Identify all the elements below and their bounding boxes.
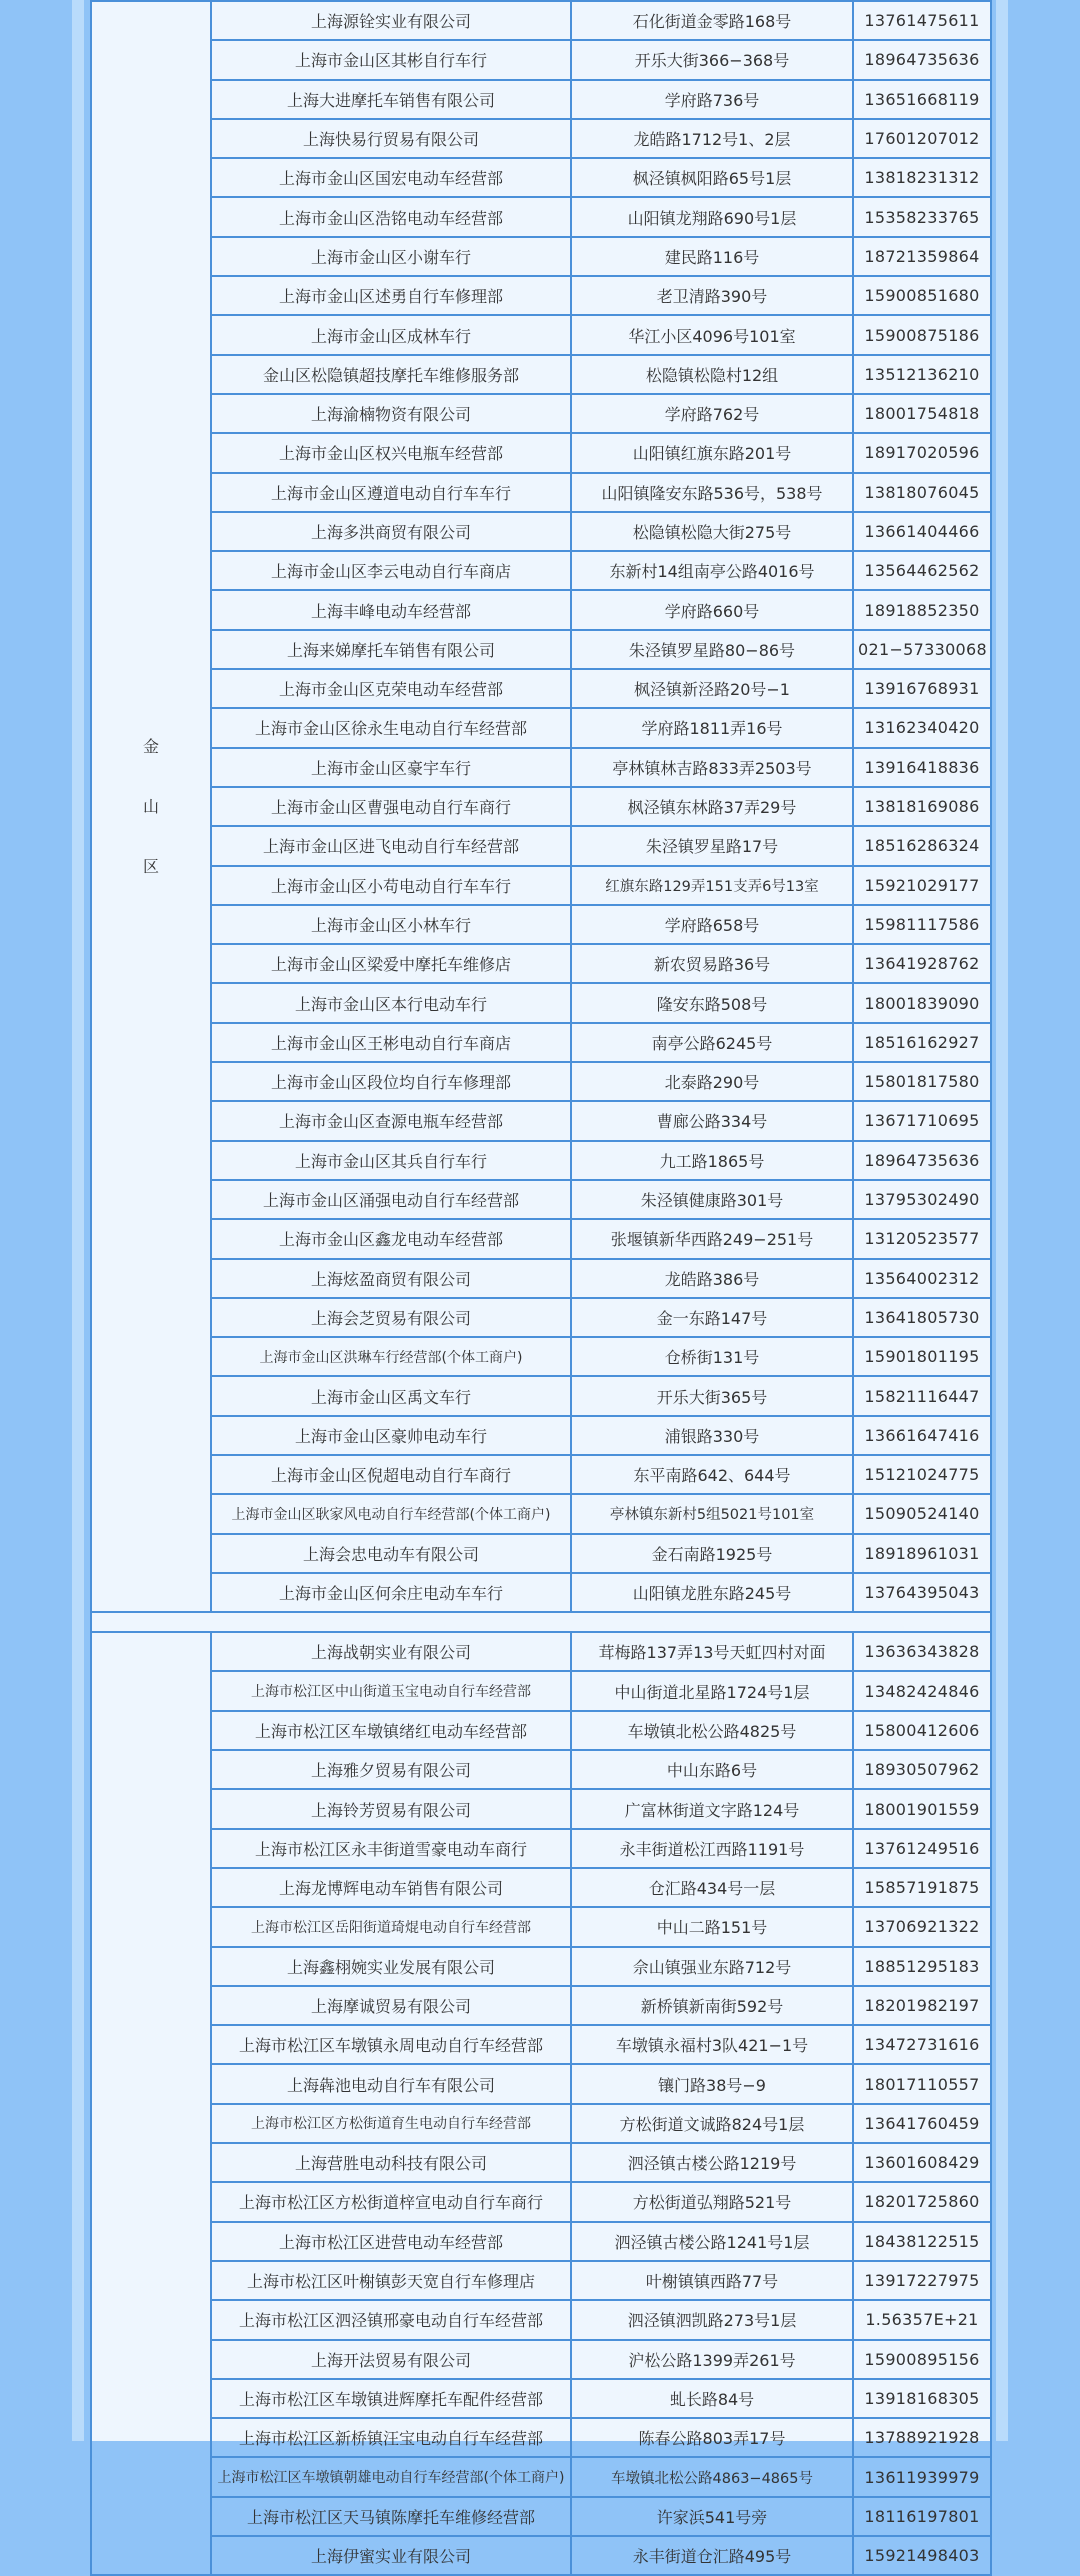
- address-cell: 朱泾镇健康路301号: [571, 1180, 853, 1219]
- phone-cell: 18017110557: [853, 2064, 991, 2103]
- phone-cell: 13671710695: [853, 1101, 991, 1140]
- address-cell: 北泰路290号: [571, 1062, 853, 1101]
- address-cell: 陈春公路803弄17号: [571, 2418, 853, 2457]
- company-name-cell: 上海会忠电动车有限公司: [211, 1534, 571, 1573]
- phone-cell: 18516286324: [853, 826, 991, 865]
- company-name-cell: 上海市金山区李云电动自行车商店: [211, 551, 571, 590]
- phone-cell: 13818076045: [853, 473, 991, 512]
- company-name-cell: 上海市金山区查源电瓶车经营部: [211, 1101, 571, 1140]
- phone-cell: 13917227975: [853, 2261, 991, 2300]
- address-cell: 松隐镇松隐村12组: [571, 355, 853, 394]
- table-row: [91, 551, 991, 590]
- phone-cell: 13641760459: [853, 2104, 991, 2143]
- phone-cell: 13795302490: [853, 1180, 991, 1219]
- phone-cell: 13636343828: [853, 1632, 991, 1671]
- company-name-cell: 上海市金山区倪超电动自行车商行: [211, 1455, 571, 1494]
- address-cell: 松隐镇松隐大街275号: [571, 512, 853, 551]
- company-name-cell: 上海市金山区曹强电动自行车商行: [211, 787, 571, 826]
- phone-cell: 13601608429: [853, 2143, 991, 2182]
- company-name-cell: 上海大进摩托车销售有限公司: [211, 80, 571, 119]
- table-row: [91, 1750, 991, 1789]
- phone-cell: 15358233765: [853, 197, 991, 236]
- company-name-cell: 上海渝楠物资有限公司: [211, 394, 571, 433]
- table-row: [91, 2261, 991, 2300]
- address-cell: 朱泾镇罗星路17号: [571, 826, 853, 865]
- address-cell: 开乐大街366−368号: [571, 40, 853, 79]
- table-row: [91, 1947, 991, 1986]
- table-row: [91, 2064, 991, 2103]
- phone-cell: 18001754818: [853, 394, 991, 433]
- phone-cell: 1.56357E+21: [853, 2300, 991, 2339]
- phone-cell: 13818231312: [853, 158, 991, 197]
- table-row: [91, 826, 991, 865]
- company-name-cell: 上海市金山区段位均自行车修理部: [211, 1062, 571, 1101]
- company-name-cell: 上海丰峰电动车经营部: [211, 590, 571, 629]
- table-row: [91, 1868, 991, 1907]
- company-name-cell: 上海营胜电动科技有限公司: [211, 2143, 571, 2182]
- company-name-cell: 上海市金山区耿家风电动自行车经营部(个体工商户): [211, 1494, 571, 1533]
- company-name-cell: 上海来娣摩托车销售有限公司: [211, 630, 571, 669]
- phone-cell: 18201982197: [853, 1986, 991, 2025]
- address-cell: 开乐大街365号: [571, 1376, 853, 1415]
- table-row: [91, 237, 991, 276]
- phone-cell: 17601207012: [853, 119, 991, 158]
- phone-cell: 18721359864: [853, 237, 991, 276]
- phone-cell: 13764395043: [853, 1573, 991, 1612]
- table-row: [91, 1907, 991, 1946]
- phone-cell: 15900895156: [853, 2340, 991, 2379]
- address-cell: 泗泾镇古楼公路1241号1层: [571, 2222, 853, 2261]
- phone-cell: 15821116447: [853, 1376, 991, 1415]
- company-name-cell: 上海龙博辉电动车销售有限公司: [211, 1868, 571, 1907]
- table-row: [91, 905, 991, 944]
- company-name-cell: 上海市金山区小谢车行: [211, 237, 571, 276]
- phone-cell: 18964735636: [853, 40, 991, 79]
- address-cell: 沪松公路1399弄261号: [571, 2340, 853, 2379]
- table-row: [91, 2418, 991, 2457]
- company-name-cell: 上海源铨实业有限公司: [211, 1, 571, 40]
- company-name-cell: 上海市金山区权兴电瓶车经营部: [211, 433, 571, 472]
- table-row: [91, 80, 991, 119]
- table-row: [91, 2143, 991, 2182]
- address-cell: 永丰街道松江西路1191号: [571, 1829, 853, 1868]
- address-cell: 镶门路38号−9: [571, 2064, 853, 2103]
- company-name-cell: 上海市金山区王彬电动自行车商店: [211, 1023, 571, 1062]
- company-name-cell: 上海市金山区述勇自行车修理部: [211, 276, 571, 315]
- address-cell: 泗泾镇古楼公路1219号: [571, 2143, 853, 2182]
- table-row: [91, 158, 991, 197]
- company-name-cell: 上海雅夕贸易有限公司: [211, 1750, 571, 1789]
- company-name-cell: 上海市松江区方松街道梓宣电动自行车商行: [211, 2182, 571, 2221]
- phone-cell: 13788921928: [853, 2418, 991, 2457]
- address-cell: 浦银路330号: [571, 1416, 853, 1455]
- address-cell: 广富林街道文字路124号: [571, 1789, 853, 1828]
- address-cell: 金一东路147号: [571, 1298, 853, 1337]
- phone-cell: 15921029177: [853, 866, 991, 905]
- company-name-cell: 上海摩诚贸易有限公司: [211, 1986, 571, 2025]
- phone-cell: 15090524140: [853, 1494, 991, 1533]
- address-cell: 车墩镇永福村3队421−1号: [571, 2025, 853, 2064]
- company-name-cell: 上海市松江区车墩镇朝雄电动自行车经营部(个体工商户): [211, 2457, 571, 2496]
- table-row: [91, 944, 991, 983]
- table-row: [91, 394, 991, 433]
- dealer-directory-table: [90, 0, 992, 2576]
- address-cell: 东新村14组南亭公路4016号: [571, 551, 853, 590]
- company-name-cell: 上海市松江区方松街道育生电动自行车经营部: [211, 2104, 571, 2143]
- company-name-cell: 上海市松江区新桥镇汪宝电动自行车经营部: [211, 2418, 571, 2457]
- phone-cell: 13564462562: [853, 551, 991, 590]
- phone-cell: 13564002312: [853, 1259, 991, 1298]
- phone-cell: 15857191875: [853, 1868, 991, 1907]
- address-cell: 红旗东路129弄151支弄6号13室: [571, 866, 853, 905]
- phone-cell: 18001901559: [853, 1789, 991, 1828]
- table-row: [91, 1711, 991, 1750]
- table-row: [91, 748, 991, 787]
- table-row: [91, 1376, 991, 1415]
- dealer-directory-card: [90, 0, 990, 2567]
- company-name-cell: 上海铃芳贸易有限公司: [211, 1789, 571, 1828]
- phone-cell: 15921498403: [853, 2536, 991, 2575]
- table-row: [91, 1, 991, 40]
- address-cell: 叶榭镇镇西路77号: [571, 2261, 853, 2300]
- address-cell: 九工路1865号: [571, 1141, 853, 1180]
- company-name-cell: 上海市金山区鑫龙电动车经营部: [211, 1219, 571, 1258]
- company-name-cell: 上海市金山区其彬自行车行: [211, 40, 571, 79]
- phone-cell: 13916418836: [853, 748, 991, 787]
- address-cell: 方松街道弘翔路521号: [571, 2182, 853, 2221]
- table-row: [91, 2182, 991, 2221]
- district-name-cell: [91, 1632, 211, 2575]
- table-row: [91, 630, 991, 669]
- company-name-cell: 上海市松江区泗泾镇邢豪电动自行车经营部: [211, 2300, 571, 2339]
- address-cell: 学府路762号: [571, 394, 853, 433]
- table-row: [91, 1494, 991, 1533]
- company-name-cell: 上海炫盈商贸有限公司: [211, 1259, 571, 1298]
- company-name-cell: 上海开法贸易有限公司: [211, 2340, 571, 2379]
- district-name-char: 区: [142, 856, 159, 876]
- phone-cell: 13706921322: [853, 1907, 991, 1946]
- address-cell: 枫泾镇新泾路20号−1: [571, 669, 853, 708]
- phone-cell: 13472731616: [853, 2025, 991, 2064]
- table-row: [91, 1632, 991, 1671]
- company-name-cell: 上海战朝实业有限公司: [211, 1632, 571, 1671]
- address-cell: 方松街道文诚路824号1层: [571, 2104, 853, 2143]
- table-row: [91, 2340, 991, 2379]
- phone-cell: 15981117586: [853, 905, 991, 944]
- company-name-cell: 上海市松江区永丰街道雪豪电动车商行: [211, 1829, 571, 1868]
- phone-cell: 13761475611: [853, 1, 991, 40]
- phone-cell: 13918168305: [853, 2379, 991, 2418]
- phone-cell: 13651668119: [853, 80, 991, 119]
- address-cell: 亭林镇东新村5组5021号101室: [571, 1494, 853, 1533]
- address-cell: 金石南路1925号: [571, 1534, 853, 1573]
- phone-cell: 15900851680: [853, 276, 991, 315]
- address-cell: 龙皓路386号: [571, 1259, 853, 1298]
- address-cell: 虬长路84号: [571, 2379, 853, 2418]
- company-name-cell: 上海市金山区梁爱中摩托车维修店: [211, 944, 571, 983]
- address-cell: 南亭公路6245号: [571, 1023, 853, 1062]
- company-name-cell: 上海市金山区何余庄电动车车行: [211, 1573, 571, 1612]
- company-name-cell: 上海市金山区涌强电动自行车经营部: [211, 1180, 571, 1219]
- phone-cell: 13661404466: [853, 512, 991, 551]
- table-row: [91, 983, 991, 1022]
- table-row: [91, 1455, 991, 1494]
- address-cell: 新桥镇新南街592号: [571, 1986, 853, 2025]
- table-row: [91, 473, 991, 512]
- company-name-cell: 上海市金山区洪琳车行经营部(个体工商户): [211, 1337, 571, 1376]
- phone-cell: 13611939979: [853, 2457, 991, 2496]
- phone-cell: 13120523577: [853, 1219, 991, 1258]
- phone-cell: 13818169086: [853, 787, 991, 826]
- table-row: [91, 315, 991, 354]
- table-row: [91, 1337, 991, 1376]
- table-row: [91, 197, 991, 236]
- phone-cell: 13661647416: [853, 1416, 991, 1455]
- address-cell: 建民路116号: [571, 237, 853, 276]
- table-row: [91, 1789, 991, 1828]
- district-name-char: 金: [142, 736, 159, 756]
- company-name-cell: 上海快易行贸易有限公司: [211, 119, 571, 158]
- address-cell: 学府路1811弄16号: [571, 708, 853, 747]
- phone-cell: 18001839090: [853, 983, 991, 1022]
- phone-cell: 18516162927: [853, 1023, 991, 1062]
- phone-cell: 18930507962: [853, 1750, 991, 1789]
- table-row: [91, 355, 991, 394]
- address-cell: 龙皓路1712号1、2层: [571, 119, 853, 158]
- address-cell: 枫泾镇东林路37弄29号: [571, 787, 853, 826]
- company-name-cell: 上海鑫栩婉实业发展有限公司: [211, 1947, 571, 1986]
- table-row: [91, 1141, 991, 1180]
- company-name-cell: 上海市金山区其兵自行车行: [211, 1141, 571, 1180]
- table-row: [91, 787, 991, 826]
- table-row: [91, 2300, 991, 2339]
- address-cell: 学府路736号: [571, 80, 853, 119]
- table-row: [91, 276, 991, 315]
- address-cell: 华江小区4096号101室: [571, 315, 853, 354]
- address-cell: 张堰镇新华西路249−251号: [571, 1219, 853, 1258]
- company-name-cell: 上海市金山区徐永生电动自行车经营部: [211, 708, 571, 747]
- phone-cell: 15900875186: [853, 315, 991, 354]
- company-name-cell: 上海市松江区叶榭镇彭天宽自行车修理店: [211, 2261, 571, 2300]
- district-separator: [91, 1612, 991, 1632]
- table-row: [91, 2457, 991, 2496]
- address-cell: 许家浜541号旁: [571, 2497, 853, 2536]
- address-cell: 山阳镇龙翔路690号1层: [571, 197, 853, 236]
- table-row: [91, 512, 991, 551]
- table-row: [91, 590, 991, 629]
- table-row: [91, 1259, 991, 1298]
- table-row: [91, 2497, 991, 2536]
- address-cell: 曹廊公路334号: [571, 1101, 853, 1140]
- company-name-cell: 上海市松江区天马镇陈摩托车维修经营部: [211, 2497, 571, 2536]
- table-row: [91, 669, 991, 708]
- table-row: [91, 2379, 991, 2418]
- address-cell: 茸梅路137弄13号天虹四村对面: [571, 1632, 853, 1671]
- company-name-cell: 上海市松江区车墩镇进辉摩托车配件经营部: [211, 2379, 571, 2418]
- company-name-cell: 上海市金山区克荣电动车经营部: [211, 669, 571, 708]
- address-cell: 仓汇路434号一层: [571, 1868, 853, 1907]
- table-row: [91, 1573, 991, 1612]
- company-name-cell: 上海市金山区遵道电动自行车车行: [211, 473, 571, 512]
- address-cell: 中山街道北星路1724号1层: [571, 1671, 853, 1710]
- address-cell: 学府路660号: [571, 590, 853, 629]
- table-row: [91, 1534, 991, 1573]
- table-row: [91, 2536, 991, 2575]
- table-row: [91, 2025, 991, 2064]
- address-cell: 山阳镇红旗东路201号: [571, 433, 853, 472]
- phone-cell: 18851295183: [853, 1947, 991, 1986]
- company-name-cell: 上海市金山区国宏电动车经营部: [211, 158, 571, 197]
- phone-cell: 13641928762: [853, 944, 991, 983]
- company-name-cell: 上海市松江区中山街道玉宝电动自行车经营部: [211, 1671, 571, 1710]
- phone-cell: 18918852350: [853, 590, 991, 629]
- phone-cell: 15901801195: [853, 1337, 991, 1376]
- company-name-cell: 上海市松江区车墩镇绪红电动车经营部: [211, 1711, 571, 1750]
- phone-cell: 13641805730: [853, 1298, 991, 1337]
- phone-cell: 18438122515: [853, 2222, 991, 2261]
- table-row: [91, 708, 991, 747]
- table-row: [91, 1829, 991, 1868]
- address-cell: 山阳镇龙胜东路245号: [571, 1573, 853, 1612]
- address-cell: 中山二路151号: [571, 1907, 853, 1946]
- company-name-cell: 上海犇池电动自行车有限公司: [211, 2064, 571, 2103]
- table-row: [91, 1101, 991, 1140]
- phone-cell: 13162340420: [853, 708, 991, 747]
- table-row: [91, 1671, 991, 1710]
- company-name-cell: 上海市金山区进飞电动自行车经营部: [211, 826, 571, 865]
- phone-cell: 18116197801: [853, 2497, 991, 2536]
- address-cell: 佘山镇强业东路712号: [571, 1947, 853, 1986]
- company-name-cell: 上海市金山区豪宇车行: [211, 748, 571, 787]
- table-row: [91, 1023, 991, 1062]
- address-cell: 车墩镇北松公路4863−4865号: [571, 2457, 853, 2496]
- table-row: [91, 866, 991, 905]
- company-name-cell: 上海市松江区进营电动车经营部: [211, 2222, 571, 2261]
- phone-cell: 13482424846: [853, 1671, 991, 1710]
- company-name-cell: 上海市松江区车墩镇永周电动自行车经营部: [211, 2025, 571, 2064]
- address-cell: 新农贸易路36号: [571, 944, 853, 983]
- company-name-cell: 上海市金山区本行电动车行: [211, 983, 571, 1022]
- address-cell: 东平南路642、644号: [571, 1455, 853, 1494]
- phone-cell: 18964735636: [853, 1141, 991, 1180]
- table-row: [91, 119, 991, 158]
- table-row: [91, 1986, 991, 2025]
- address-cell: 学府路658号: [571, 905, 853, 944]
- phone-cell: 15800412606: [853, 1711, 991, 1750]
- table-row: [91, 1062, 991, 1101]
- phone-cell: 15121024775: [853, 1455, 991, 1494]
- address-cell: 枫泾镇枫阳路65号1层: [571, 158, 853, 197]
- table-row: [91, 1416, 991, 1455]
- company-name-cell: 上海市金山区豪帅电动车行: [211, 1416, 571, 1455]
- district-separator-cell: [91, 1612, 991, 1632]
- company-name-cell: 上海会芝贸易有限公司: [211, 1298, 571, 1337]
- background-stripe-right: [996, 0, 1008, 2441]
- phone-cell: 13512136210: [853, 355, 991, 394]
- address-cell: 车墩镇北松公路4825号: [571, 1711, 853, 1750]
- phone-cell: 13916768931: [853, 669, 991, 708]
- table-row: [91, 433, 991, 472]
- address-cell: 仓桥街131号: [571, 1337, 853, 1376]
- company-name-cell: 上海伊蜜实业有限公司: [211, 2536, 571, 2575]
- phone-cell: 15801817580: [853, 1062, 991, 1101]
- company-name-cell: 上海多洪商贸有限公司: [211, 512, 571, 551]
- table-row: [91, 40, 991, 79]
- phone-cell: 13761249516: [853, 1829, 991, 1868]
- address-cell: 泗泾镇泗凯路273号1层: [571, 2300, 853, 2339]
- company-name-cell: 上海市金山区成林车行: [211, 315, 571, 354]
- district-name-char: 山: [142, 796, 159, 816]
- table-row: [91, 1219, 991, 1258]
- phone-cell: 18201725860: [853, 2182, 991, 2221]
- company-name-cell: 金山区松隐镇超技摩托车维修服务部: [211, 355, 571, 394]
- table-row: [91, 2104, 991, 2143]
- address-cell: 石化街道金零路168号: [571, 1, 853, 40]
- company-name-cell: 上海市松江区岳阳街道琦焜电动自行车经营部: [211, 1907, 571, 1946]
- company-name-cell: 上海市金山区小苟电动自行车车行: [211, 866, 571, 905]
- company-name-cell: 上海市金山区禹文车行: [211, 1376, 571, 1415]
- district-name-cell: [91, 1, 211, 1612]
- address-cell: 朱泾镇罗星路80−86号: [571, 630, 853, 669]
- address-cell: 亭林镇林吉路833弄2503号: [571, 748, 853, 787]
- address-cell: 山阳镇隆安东路536号，538号: [571, 473, 853, 512]
- company-name-cell: 上海市金山区浩铭电动车经营部: [211, 197, 571, 236]
- address-cell: 永丰街道仓汇路495号: [571, 2536, 853, 2575]
- phone-cell: 021−57330068: [853, 630, 991, 669]
- table-row: [91, 2222, 991, 2261]
- table-row: [91, 1298, 991, 1337]
- company-name-cell: 上海市金山区小林车行: [211, 905, 571, 944]
- address-cell: 老卫清路390号: [571, 276, 853, 315]
- address-cell: 隆安东路508号: [571, 983, 853, 1022]
- table-row: [91, 1180, 991, 1219]
- phone-cell: 18917020596: [853, 433, 991, 472]
- background-stripe-left: [72, 0, 84, 2441]
- address-cell: 中山东路6号: [571, 1750, 853, 1789]
- phone-cell: 18918961031: [853, 1534, 991, 1573]
